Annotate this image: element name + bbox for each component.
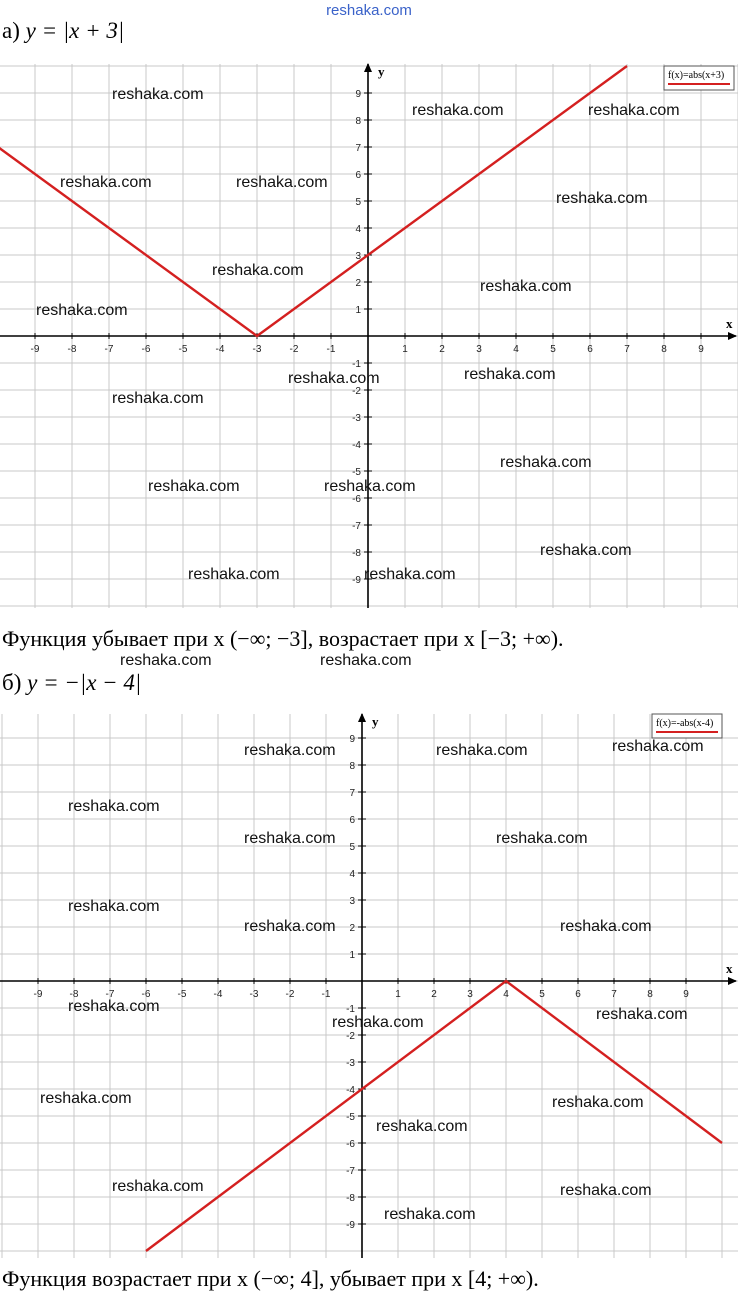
watermark-text: reshaka.com (412, 102, 504, 119)
y-tick-label: 4 (355, 224, 361, 235)
x-tick-label: -8 (67, 344, 77, 355)
watermark-text: reshaka.com (112, 86, 204, 103)
legend (664, 66, 734, 90)
watermark-text: reshaka.com (68, 998, 160, 1015)
x-tick-label: 2 (439, 344, 445, 355)
part-b-prefix: б) (2, 670, 22, 695)
watermark-text: reshaka.com (40, 1090, 132, 1107)
chart-a (0, 60, 738, 610)
x-tick-label: 4 (513, 344, 519, 355)
x-tick-label: -3 (252, 344, 262, 355)
x-tick-label: -7 (105, 989, 115, 1000)
watermark-text: reshaka.com (60, 174, 152, 191)
x-tick-label: -5 (178, 344, 188, 355)
watermark-text: reshaka.com (500, 454, 592, 471)
y-tick-label: -2 (346, 1031, 355, 1042)
watermark-text: reshaka.com (188, 566, 280, 583)
y-tick-label: 3 (349, 896, 355, 907)
y-tick-label: -2 (352, 386, 361, 397)
x-tick-label: -2 (285, 989, 295, 1000)
y-tick-label: -9 (346, 1220, 355, 1231)
x-axis-arrow (728, 332, 737, 340)
watermark-text: reshaka.com (540, 542, 632, 559)
watermark-text: reshaka.com (324, 478, 416, 495)
y-tick-label: -7 (346, 1166, 355, 1177)
watermark-text: reshaka.com (480, 278, 572, 295)
watermark-text: reshaka.com (212, 262, 304, 279)
y-tick-label: -3 (346, 1058, 355, 1069)
watermark-text: reshaka.com (612, 738, 704, 755)
y-tick-label: 7 (349, 788, 355, 799)
y-tick-label: -6 (346, 1139, 355, 1150)
part-b-caption: Функция возрастает при x (−∞; 4], убывает при x [4; +∞). (2, 1266, 539, 1291)
watermark-text: reshaka.com (552, 1094, 644, 1111)
header-watermark: reshaka.com (326, 2, 412, 19)
watermark-text: reshaka.com (596, 1006, 688, 1023)
watermark-text: reshaka.com (244, 918, 336, 935)
watermark-text: reshaka.com (588, 102, 680, 119)
watermark-text: reshaka.com (464, 366, 556, 383)
watermark-text: reshaka.com (496, 830, 588, 847)
x-tick-label: -4 (213, 989, 223, 1000)
watermark-text: reshaka.com (68, 898, 160, 915)
y-tick-label: 2 (355, 278, 361, 289)
watermark-text: reshaka.com (112, 390, 204, 407)
watermark-text: reshaka.com (332, 1014, 424, 1031)
watermark-text: reshaka.com (68, 798, 160, 815)
watermark-text: reshaka.com (236, 174, 328, 191)
x-axis-label: x (726, 961, 733, 976)
chart-b (0, 706, 738, 1262)
watermark-text: reshaka.com (364, 566, 456, 583)
y-axis-arrow (364, 63, 372, 72)
x-tick-label: 6 (575, 989, 581, 1000)
caption-watermark: reshaka.com (320, 652, 412, 669)
y-tick-label: 3 (355, 251, 361, 262)
caption-watermark: reshaka.com (120, 652, 212, 669)
grid-lines (0, 714, 738, 1258)
x-tick-label: -1 (321, 989, 331, 1000)
watermark-text: reshaka.com (376, 1118, 468, 1135)
legend (652, 714, 722, 738)
x-tick-label: -6 (141, 989, 151, 1000)
x-tick-label: 3 (467, 989, 473, 1000)
x-tick-label: 5 (550, 344, 556, 355)
watermark-text: reshaka.com (288, 370, 380, 387)
y-tick-label: -1 (346, 1004, 355, 1015)
y-tick-label: 7 (355, 143, 361, 154)
watermark-text: reshaka.com (560, 1182, 652, 1199)
watermark-text: reshaka.com (148, 478, 240, 495)
x-tick-label: -7 (104, 344, 114, 355)
watermark-text: reshaka.com (244, 830, 336, 847)
y-tick-label: -8 (352, 548, 361, 559)
x-tick-label: 3 (476, 344, 482, 355)
watermark-text: reshaka.com (556, 190, 648, 207)
y-tick-label: -5 (346, 1112, 355, 1123)
watermark-text: reshaka.com (244, 742, 336, 759)
x-tick-label: -3 (249, 989, 259, 1000)
x-tick-label: 9 (683, 989, 689, 1000)
y-tick-label: -4 (346, 1085, 355, 1096)
x-axis-label: x (726, 316, 733, 331)
y-tick-label: 6 (355, 170, 361, 181)
part-b-formula: y = −|x − 4| (27, 670, 142, 695)
y-tick-label: -4 (352, 440, 361, 451)
y-tick-label: 9 (349, 734, 355, 745)
x-tick-label: -2 (289, 344, 299, 355)
x-tick-label: 5 (539, 989, 545, 1000)
x-tick-label: -9 (33, 989, 43, 1000)
y-axis-arrow (358, 713, 366, 722)
x-tick-label: 8 (661, 344, 667, 355)
y-tick-label: -6 (352, 494, 361, 505)
x-tick-label: -1 (326, 344, 336, 355)
y-tick-label: 4 (349, 869, 355, 880)
y-tick-label: 1 (349, 950, 355, 961)
y-tick-label: 9 (355, 89, 361, 100)
x-tick-label: 7 (624, 344, 630, 355)
x-tick-label: 8 (647, 989, 653, 1000)
y-tick-label: 6 (349, 815, 355, 826)
x-tick-label: 2 (431, 989, 437, 1000)
x-tick-label: 4 (503, 989, 509, 1000)
x-axis-arrow (728, 977, 737, 985)
y-tick-label: -9 (352, 575, 361, 586)
legend-entry: f(x)=-abs(x-4) (656, 718, 714, 729)
watermark-text: reshaka.com (112, 1178, 204, 1195)
y-tick-label: 2 (349, 923, 355, 934)
y-tick-label: 5 (349, 842, 355, 853)
y-tick-label: -7 (352, 521, 361, 532)
part-a-caption: Функция убывает при x (−∞; −3], возрастает при x [−3; +∞). (2, 626, 564, 651)
watermark-text: reshaka.com (436, 742, 528, 759)
watermark-text: reshaka.com (36, 302, 128, 319)
y-tick-label: 5 (355, 197, 361, 208)
watermark-text: reshaka.com (384, 1206, 476, 1223)
x-tick-label: 7 (611, 989, 617, 1000)
part-a-prefix: а) (2, 18, 20, 43)
part-b-heading (2, 670, 141, 696)
y-tick-label: 1 (355, 305, 361, 316)
x-tick-label: -8 (69, 989, 79, 1000)
part-a-heading (2, 18, 124, 44)
x-tick-label: 6 (587, 344, 593, 355)
y-tick-label: -1 (352, 359, 361, 370)
y-axis-label: y (378, 64, 385, 79)
x-tick-label: -6 (141, 344, 151, 355)
x-tick-label: -4 (215, 344, 225, 355)
y-axis-label: y (372, 714, 379, 729)
y-tick-label: -8 (346, 1193, 355, 1204)
watermark-text: reshaka.com (560, 918, 652, 935)
legend-entry: f(x)=abs(x+3) (668, 70, 725, 81)
y-tick-label: -3 (352, 413, 361, 424)
x-tick-label: -9 (30, 344, 40, 355)
x-tick-label: 1 (402, 344, 408, 355)
y-tick-label: 8 (355, 116, 361, 127)
y-tick-label: -5 (352, 467, 361, 478)
x-tick-label: 9 (698, 344, 704, 355)
x-tick-label: -5 (177, 989, 187, 1000)
y-tick-label: 8 (349, 761, 355, 772)
x-tick-label: 1 (395, 989, 401, 1000)
part-a-formula: y = |x + 3| (25, 18, 125, 43)
